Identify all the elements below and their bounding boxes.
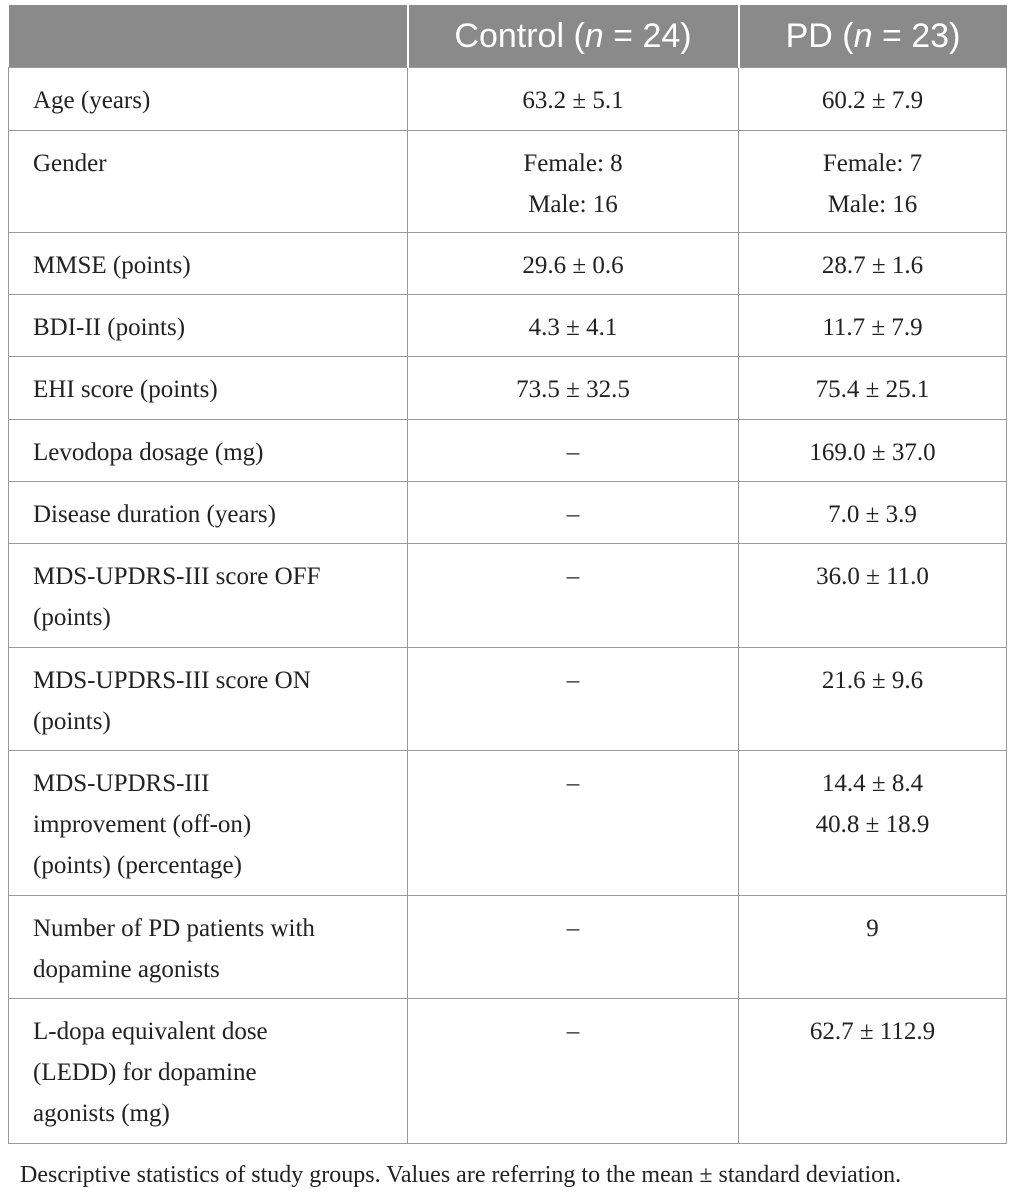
control-value-cell — [408, 295, 739, 357]
pd-value-line: 14.4 ± 8.4 — [821, 770, 924, 797]
pd-value-line: 75.4 ± 25.1 — [815, 376, 930, 403]
table-row — [9, 357, 1007, 420]
control-value-line: – — [566, 439, 580, 466]
row-label-cell — [9, 751, 408, 896]
pd-value-cell — [739, 648, 1007, 751]
row-label-cell — [9, 648, 408, 751]
row-label-line: Gender — [33, 150, 107, 177]
row-label-cell — [9, 999, 408, 1144]
pd-value-line: 11.7 ± 7.9 — [822, 314, 923, 341]
pd-value-line: 7.0 ± 3.9 — [828, 501, 917, 528]
control-value-cell — [408, 233, 739, 295]
header-control-n: n — [584, 16, 604, 55]
control-value-line: 4.3 ± 4.1 — [528, 314, 618, 341]
pd-value-line: Male: 16 — [827, 191, 918, 218]
pd-value-line: 62.7 ± 112.9 — [809, 1018, 936, 1045]
pd-value-cell — [739, 999, 1007, 1144]
control-value-line: Female: 8 — [523, 150, 623, 177]
row-label-line: MDS-UPDRS-III score OFF — [33, 563, 321, 590]
row-label-line: agonists (mg) — [33, 1100, 170, 1127]
row-label-line: EHI score (points) — [33, 376, 218, 403]
row-label-line: (points) — [33, 708, 111, 735]
table-row — [9, 751, 1007, 896]
row-label-line: Age (years) — [33, 87, 151, 114]
row-label-line: Levodopa dosage (mg) — [33, 439, 264, 466]
pd-value-line: 36.0 ± 11.0 — [816, 563, 929, 590]
row-label-line: MMSE (points) — [33, 252, 191, 279]
header-row — [9, 5, 1007, 68]
row-label-line: BDI-II (points) — [33, 314, 186, 341]
control-value-cell — [408, 648, 739, 751]
control-value-cell — [408, 420, 739, 482]
row-label-line: MDS-UPDRS-III score ON — [33, 667, 311, 694]
row-label-cell — [9, 482, 408, 544]
control-value-line: – — [566, 501, 580, 528]
pd-value-line: 169.0 ± 37.0 — [809, 439, 936, 466]
pd-value-cell — [739, 751, 1007, 896]
control-value-line: 73.5 ± 32.5 — [516, 376, 630, 403]
header-control-prefix: Control ( — [454, 16, 585, 55]
pd-value-cell — [739, 896, 1007, 999]
table-row — [9, 482, 1007, 544]
table-row — [9, 999, 1007, 1144]
row-label-cell — [9, 233, 408, 295]
control-value-cell — [408, 482, 739, 544]
control-value-cell — [408, 357, 739, 420]
control-value-line: – — [566, 667, 580, 694]
control-value-cell — [408, 999, 739, 1144]
pd-value-line: 60.2 ± 7.9 — [821, 87, 924, 114]
control-value-line: 29.6 ± 0.6 — [522, 252, 624, 279]
row-label-cell — [9, 295, 408, 357]
header-cell-pd — [739, 5, 1007, 68]
row-label-line: (points) (percentage) — [33, 852, 242, 879]
pd-value-line: 9 — [866, 915, 879, 942]
table-row — [9, 648, 1007, 751]
row-label-line: L-dopa equivalent dose — [33, 1018, 268, 1045]
table-body — [9, 68, 1007, 1144]
pd-value-cell — [739, 233, 1007, 295]
pd-value-cell — [739, 68, 1007, 131]
control-value-cell — [408, 544, 739, 648]
pd-value-line: 28.7 ± 1.6 — [821, 252, 924, 279]
table-row — [9, 68, 1007, 131]
row-label-line: Disease duration (years) — [33, 501, 276, 528]
row-label-line: improvement (off-on) — [33, 811, 252, 838]
table-caption: Descriptive statistics of study groups. Values are referring to the mean ± standard deviation. — [20, 1162, 902, 1188]
row-label-cell — [9, 357, 408, 420]
control-value-line: – — [566, 1018, 580, 1045]
table-row — [9, 896, 1007, 999]
row-label-cell — [9, 131, 408, 233]
control-value-line: Male: 16 — [528, 191, 618, 218]
row-label-line: Number of PD patients with — [33, 915, 315, 942]
row-label-line: dopamine agonists — [33, 956, 220, 983]
pd-value-cell — [739, 420, 1007, 482]
pd-value-line: Female: 7 — [822, 150, 923, 177]
control-value-line: – — [566, 770, 580, 797]
header-pd-prefix: PD ( — [785, 16, 854, 55]
control-value-cell — [408, 131, 739, 233]
pd-value-cell — [739, 544, 1007, 648]
header-cell-variable — [9, 5, 408, 68]
header-pd-n: n — [853, 16, 873, 55]
table-row — [9, 233, 1007, 295]
control-value-line: 63.2 ± 5.1 — [522, 87, 624, 114]
header-pd-suffix: = 23) — [872, 16, 961, 55]
control-value-cell — [408, 751, 739, 896]
row-label-line: (points) — [33, 604, 111, 631]
table-row — [9, 420, 1007, 482]
row-label-cell — [9, 896, 408, 999]
row-label-cell — [9, 420, 408, 482]
control-value-cell — [408, 896, 739, 999]
pd-value-cell — [739, 482, 1007, 544]
row-label-cell — [9, 544, 408, 648]
statistics-table — [8, 5, 1007, 1144]
row-label-line: (LEDD) for dopamine — [33, 1059, 257, 1086]
header-control-suffix: = 24) — [603, 16, 692, 55]
table-row — [9, 295, 1007, 357]
table-row — [9, 544, 1007, 648]
pd-value-cell — [739, 131, 1007, 233]
pd-value-cell — [739, 357, 1007, 420]
pd-value-line: 21.6 ± 9.6 — [821, 667, 924, 694]
row-label-line: MDS-UPDRS-III — [33, 770, 210, 797]
control-value-line: – — [566, 915, 580, 942]
header-cell-control — [408, 5, 739, 68]
pd-value-line: 40.8 ± 18.9 — [815, 811, 930, 838]
row-label-cell — [9, 68, 408, 131]
pd-value-cell — [739, 295, 1007, 357]
control-value-cell — [408, 68, 739, 131]
control-value-line: – — [566, 563, 580, 590]
table-row — [9, 131, 1007, 233]
